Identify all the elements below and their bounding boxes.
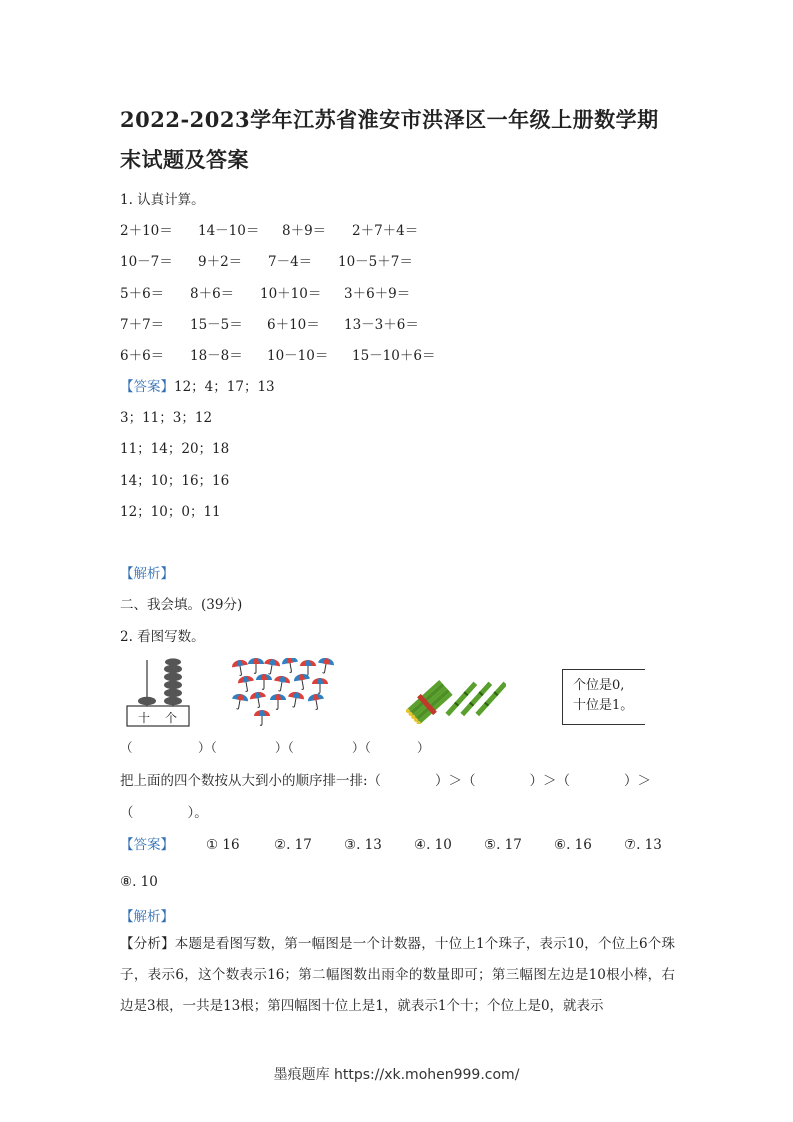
umbrella-icon: [312, 678, 328, 693]
answer-item: ②. 17: [274, 837, 312, 853]
calc-item: 10－7＝: [120, 254, 173, 270]
umbrellas-figure: [232, 658, 336, 726]
box-line: 个位是0,: [573, 678, 625, 693]
calc-row: [120, 313, 419, 333]
umbrella-icon: [254, 710, 270, 725]
calc-item: 9＋2＝: [198, 254, 243, 270]
q2-answer: [120, 833, 662, 853]
calc-item: 10＋10＝: [260, 286, 322, 302]
answer-tag: 【答案】: [120, 379, 174, 395]
analysis-head: 【分析】: [120, 936, 175, 952]
answer-blanks: [120, 738, 430, 756]
q1-analysis-tag: 【解析】: [120, 566, 174, 582]
q2-analysis-tag: 【解析】: [120, 909, 174, 925]
calc-item: 2＋10＝: [120, 223, 173, 239]
umbrella-icon: [256, 674, 272, 689]
calc-item: 7＋7＝: [120, 317, 165, 333]
section-heading: 二、我会填。(39分): [120, 597, 243, 613]
calc-item: 13－3＋6＝: [344, 317, 419, 333]
blank: ）: [417, 740, 430, 755]
calc-item: 10－10＝: [267, 348, 329, 364]
answer-line: 12；10；0；11: [120, 504, 221, 520]
calc-row: [120, 219, 418, 239]
answer-last: ⑧. 10: [120, 874, 158, 890]
calc-item: 10－5＋7＝: [338, 254, 413, 270]
calc-item: 6＋10＝: [267, 317, 320, 333]
sticks-figure: [404, 672, 506, 724]
blank: ）（: [352, 740, 371, 755]
answer-item: ⑥. 16: [554, 837, 592, 853]
answer-line: 14；10；16；16: [120, 473, 230, 489]
umbrella-icon: [273, 675, 291, 693]
calc-item: 18－8＝: [190, 348, 243, 364]
umbrella-icon: [249, 691, 267, 709]
calc-item: 14－10＝: [198, 223, 260, 239]
calc-item: 7－4＝: [268, 254, 313, 270]
umbrella-icon: [287, 691, 305, 709]
analysis-text: 本题是看图写数，第一幅图是一个计数器，十位上1个珠子，表示10，个位上6个珠子，表示6，这个数表示16；第二幅图数出雨伞的数量即可；第三幅图左边是10根小棒，右边是3根，一共是13根；第四幅图十位上是1，就表示1个十；个位上是0，就表示: [120, 936, 675, 1014]
umbrella-icon: [248, 658, 264, 673]
calc-item: 15－5＝: [190, 317, 243, 333]
calc-item: 8＋9＝: [282, 223, 327, 239]
place-value-box: [562, 669, 645, 725]
abacus-ones-label: 个: [165, 711, 178, 725]
umbrella-icon: [281, 658, 299, 674]
umbrella-icon: [270, 694, 286, 709]
footer-watermark: 墨痕题库 https://xk.mohen999.com/: [273, 1067, 520, 1083]
analysis-paragraph: [120, 929, 675, 1022]
page-title: 2022-2023学年江苏省淮安市洪泽区一年级上册数学期末试题及答案: [120, 107, 659, 172]
abacus-figure: [125, 658, 193, 728]
answer-item: ① 16: [206, 837, 240, 853]
answer-item: ⑤. 17: [484, 837, 522, 853]
abacus-drawing: [125, 658, 193, 728]
q1-label: 1. 认真计算。: [120, 192, 205, 208]
umbrella-icon: [293, 673, 311, 691]
answer-text: 12；4；17；13: [174, 379, 275, 395]
order-line: 把上面的四个数按从大到小的顺序排一排:（ ）＞（ ）＞（ ）＞: [120, 773, 652, 789]
abacus-tens-label: 十: [138, 711, 151, 725]
sticks-drawing: [404, 672, 506, 724]
order-line-2: （ ）。: [120, 805, 208, 821]
umbrellas-drawing: [232, 658, 336, 726]
blank: ）（: [275, 740, 294, 755]
calc-row: [120, 344, 435, 364]
calc-item: 3＋6＋9＝: [344, 286, 411, 302]
answer-item: ③. 13: [344, 837, 382, 853]
calc-item: 15－10＋6＝: [352, 348, 436, 364]
answer-line: 3；11；3；12: [120, 410, 213, 426]
umbrella-icon: [232, 693, 249, 711]
calc-item: 2＋7＋4＝: [352, 223, 419, 239]
answer-line: 11；14；20；18: [120, 441, 230, 457]
umbrella-icon: [237, 675, 255, 693]
umbrella-icon: [263, 658, 281, 676]
q1-answer: [120, 375, 275, 395]
answer-tag: 【答案】: [120, 837, 174, 853]
calc-item: 8＋6＝: [190, 286, 235, 302]
q2-label: 2. 看图写数。: [120, 629, 205, 645]
umbrella-icon: [300, 660, 316, 675]
calc-row: [120, 250, 413, 270]
calc-item: 6＋6＝: [120, 348, 165, 364]
blank: （: [120, 740, 133, 755]
umbrella-icon: [317, 658, 335, 675]
umbrella-icon: [307, 693, 325, 711]
answer-item: ④. 10: [414, 837, 452, 853]
calc-row: [120, 282, 410, 302]
answer-item: ⑦. 13: [624, 837, 662, 853]
blank: ）（: [198, 740, 217, 755]
umbrella-icon: [232, 659, 249, 677]
calc-item: 5＋6＝: [120, 286, 165, 302]
box-line: 十位是1。: [573, 698, 634, 713]
